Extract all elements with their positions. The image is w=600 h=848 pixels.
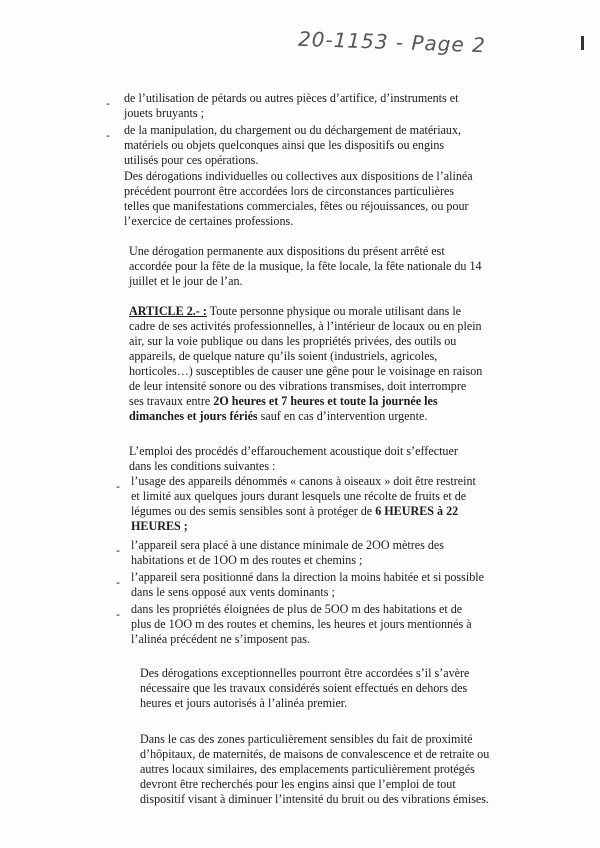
scan-edge-mark xyxy=(581,36,584,50)
bullet-dash: - xyxy=(116,607,120,621)
bullet-dash: - xyxy=(116,575,120,589)
text-line: Des dérogations exceptionnelles pourront être accordées s’il s’avère xyxy=(140,666,470,680)
text-line: HEURES ; xyxy=(131,519,188,533)
text-line: d’hôpitaux, de maternités, de maisons de convalescence et de retraite ou xyxy=(140,747,490,761)
text-line: l’appareil sera positionné dans la direction la moins habitée et si possible xyxy=(131,570,484,584)
text-line: dans les propriétés éloignées de plus de 5OO m des habitations et de xyxy=(131,602,463,616)
bullet-dash: - xyxy=(106,96,110,110)
text-line: dispositif visant à diminuer l’intensité du bruit ou des vibrations émises. xyxy=(140,792,489,806)
text-line: utilisés pour ces opérations. xyxy=(124,153,259,167)
text-span: Toute personne physique ou morale utilisant dans le xyxy=(206,304,462,318)
text-line: telles que manifestations commerciales, fêtes ou réjouissances, ou pour xyxy=(124,199,469,213)
text-line: de la manipulation, du chargement ou du déchargement de matériaux, xyxy=(124,123,462,137)
text-line: l’exercice de certaines professions. xyxy=(124,214,294,228)
text-line: Dans le cas des zones particulièrement sensibles du fait de proximité xyxy=(140,732,473,746)
text-line: dans les conditions suivantes : xyxy=(129,459,276,473)
text-line: dans le sens opposé aux vents dominants ; xyxy=(131,585,335,599)
text-line xyxy=(129,409,427,424)
text-span: légumes ou des semis sensibles sont à protéger de xyxy=(131,504,376,518)
bold-hours-range: 6 HEURES à 22 xyxy=(375,504,459,518)
text-line: matériels ou objets quelconques ainsi que les dispositifs ou engins xyxy=(124,138,445,152)
text-line: cadre de ses activités professionnelles, à l’intérieur de locaux ou en plein xyxy=(129,319,482,333)
text-line: heures et jours autorisés à l’alinéa premier. xyxy=(140,696,348,710)
text-line: autres locaux similaires, des emplacements particulièrement protégés xyxy=(140,762,475,776)
text-line: l’appareil sera placé à une distance minimale de 2OO mètres des xyxy=(131,538,444,552)
text-span: ses travaux entre xyxy=(129,394,214,408)
text-line: Des dérogations individuelles ou collectives aux dispositions de l’alinéa xyxy=(124,169,473,183)
handwritten-page-note: 20-1153 - Page 2 xyxy=(297,26,487,58)
text-line: devront être recherchés pour les engins ainsi que l’emploi de tout xyxy=(140,777,456,791)
text-line: l’alinéa précédent ne s’imposent pas. xyxy=(131,632,310,646)
bold-hours: 2O heures et 7 heures et toute la journée les xyxy=(213,394,438,408)
article-2-heading: ARTICLE 2.- : xyxy=(129,304,207,318)
text-line: juillet et le jour de l’an. xyxy=(129,274,243,288)
bullet-dash: - xyxy=(116,543,120,557)
text-line: de leur intensité sonore ou des vibrations transmises, doit interrompre xyxy=(129,379,467,393)
text-line: précédent pourront être accordées lors de circonstances particulières xyxy=(124,184,455,198)
article-2-first-line xyxy=(129,304,461,319)
text-line: de l’utilisation de pétards ou autres pièces d’artifice, d’instruments et xyxy=(124,91,459,105)
text-span: sauf en cas d’intervention urgente. xyxy=(257,409,428,423)
text-line: air, sur la voie publique ou dans les propriétés privées, des outils ou xyxy=(129,334,457,348)
bold-sundays: dimanches et jours fériés xyxy=(129,409,258,423)
text-line: nécessaire que les travaux considérés soient effectués en dehors des xyxy=(140,681,468,695)
text-line xyxy=(131,504,458,519)
text-line: appareils, de quelque nature qu’ils soient (industriels, agricoles, xyxy=(129,349,438,363)
text-line: plus de 1OO m des routes et chemins, les heures et jours mentionnés à xyxy=(131,617,472,631)
text-line: horticoles…) susceptibles de causer une gêne pour le voisinage en raison xyxy=(129,364,483,378)
bullet-dash: - xyxy=(116,479,120,493)
text-line: l’usage des appareils dénommés « canons à oiseaux » doit être restreint xyxy=(131,474,476,488)
text-line: jouets bruyants ; xyxy=(124,106,204,120)
text-line: L’emploi des procédés d’effarouchement acoustique doit s’effectuer xyxy=(129,444,458,458)
text-line xyxy=(129,394,438,409)
text-line: habitations et de 1OO m des routes et chemins ; xyxy=(131,553,363,567)
bullet-dash: - xyxy=(106,128,110,142)
text-line: accordée pour la fête de la musique, la fête locale, la fête nationale du 14 xyxy=(129,259,482,273)
text-line: et limité aux quelques jours durant lesquels une récolte de fruits et de xyxy=(131,489,467,503)
text-line: Une dérogation permanente aux dispositions du présent arrêté est xyxy=(129,244,445,258)
